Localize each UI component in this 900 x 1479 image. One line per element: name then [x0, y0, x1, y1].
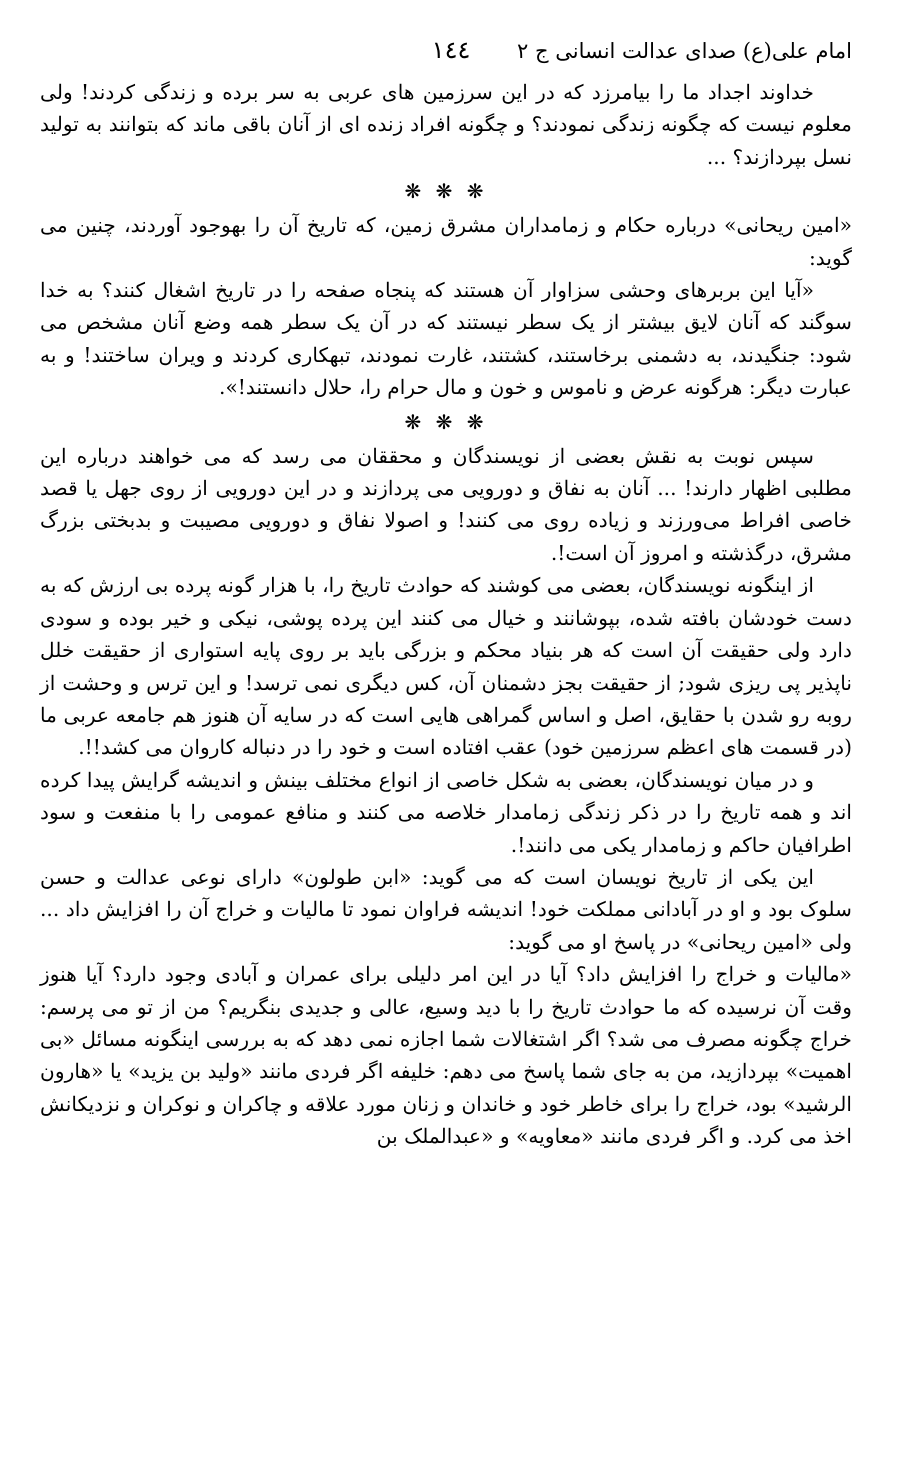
- section-separator-1: ❋ ❋ ❋: [404, 179, 488, 204]
- paragraph-7: این یکی از تاریخ نویسان است که می گوید: «ابن طولون» دارای نوعی عدالت و حسن سلوک بود و او در آبادانی مملکت خود! اندیشه فراوان نمود تا مالیات و خراج آن را افزایش داد ... ولی «امین ریحانی» در پاسخ او می گوید:: [40, 864, 852, 954]
- book-page: [40, 30, 852, 1460]
- paragraph-8: «مالیات و خراج را افزایش داد؟ آیا در این امر دلیلی برای عمران و آبادی وجود دارد؟ آیا هنوز وقت آن نرسیده که ما حوادث تاریخ را با دید وسیع، عالی و جدیدی بنگریم؟ من از تو می پرسم: خراج چگونه مصرف می شد؟ اگر اشتغالات شما اجازه نمی دهد که به بررسی اینگونه مسائل «بی اهمیت» بپردازید، من به جای شما پاسخ می دهم: خلیفه اگر فردی مانند «ولید بن یزید» یا «هارون الرشید» بود، خراج را برای خاطر خود و خاندان و زنان مورد علاقه و چاکران و نوکران و نزدیکانش اخذ می کرد. و اگر فردی مانند «معاویه» و «عبدالملک بن: [40, 962, 852, 1149]
- paragraph-4: سپس نوبت به نقش بعضی از نویسندگان و محققان می رسد که می خواهند درباره این مطلبی اظهار دارند! ... آنان به نفاق و دورویی می پردازند و در این دورویی از روی جهل یا قصد خاصی افراط می‌ورزند و زیاده روی می کنند! و اصولا نفاق و دورویی مصیبت و بدبختی بزرگ مشرق، درگذشته و امروز آن است!.: [40, 443, 852, 565]
- section-separator-2: ❋ ❋ ❋: [404, 409, 488, 434]
- paragraph-1: خداوند اجداد ما را بیامرزد که در این سرزمین های عربی به سر برده و زندگی کردند! ولی معلوم نیست که چگونه زندگی نمودند؟ و چگونه افراد زنده ای از آنان باقی ماند که بتوانند به تولید نسل بپردازند؟ ...: [40, 80, 852, 169]
- page-header: [40, 30, 852, 76]
- paragraph-5: از اینگونه نویسندگان، بعضی می کوشند که حوادث تاریخ را، با هزار گونه پرده بی ارزش که به دست خودشان بافته شده، بپوشانند و خیال می کنند این پرده پوشی، نیکی و خیر بوده و سودی دارد ولی حقیقت آن است که هر بنیاد محکم و بزرگی باید بر روی پایه استواری از حقیقت خلل ناپذیر پی ریزی شود; از حقیقت بجز دشمنان آن، کس دیگری نمی ترسد! و این ترس و وحشت از روبه رو شدن با حقایق، اصل و اساس گمراهی هایی است که در سایه آن هنوز هم جامعه عربی ما (در قسمت های اعظم سرزمین خود) عقب افتاده است و خود را در دنباله کاروان می کشد!!.: [40, 573, 852, 760]
- running-title: امام علی(ع) صدای عدالت انسانی ج ۲: [517, 39, 852, 63]
- page-number: ١٤٤: [431, 36, 471, 64]
- paragraph-6: و در میان نویسندگان، بعضی به شکل خاصی از انواع مختلف بینش و اندیشه گرایش پیدا کرده اند و همه تاریخ را در ذکر زندگی زمامدار خلاصه می کنند و منافع عمومی را با منفعت و سود اطرافیان حاکم و زمامدار یکی می دانند!.: [40, 767, 852, 857]
- paragraph-2: «امین ریحانی» درباره حکام و زمامداران مشرق زمین، که تاریخ آن را بهوجود آوردند، چنین می گوید:: [40, 213, 852, 270]
- paragraph-3: «آیا این بربرهای وحشی سزاوار آن هستند که پنجاه صفحه را در تاریخ اشغال کنند؟ به خدا سوگند که آنان لایق بیشتر از یک سطر نیستند که در آن یک سطر همه وضع آنان مشخص می شود: جنگیدند، به دشمنی برخاستند، کشتند، غارت نمودند، تبهکاری کردند و ویران ساختند! و به عبارت دیگر: هرگونه عرض و ناموس و خون و مال حرام را، حلال دانستند!».: [40, 278, 852, 400]
